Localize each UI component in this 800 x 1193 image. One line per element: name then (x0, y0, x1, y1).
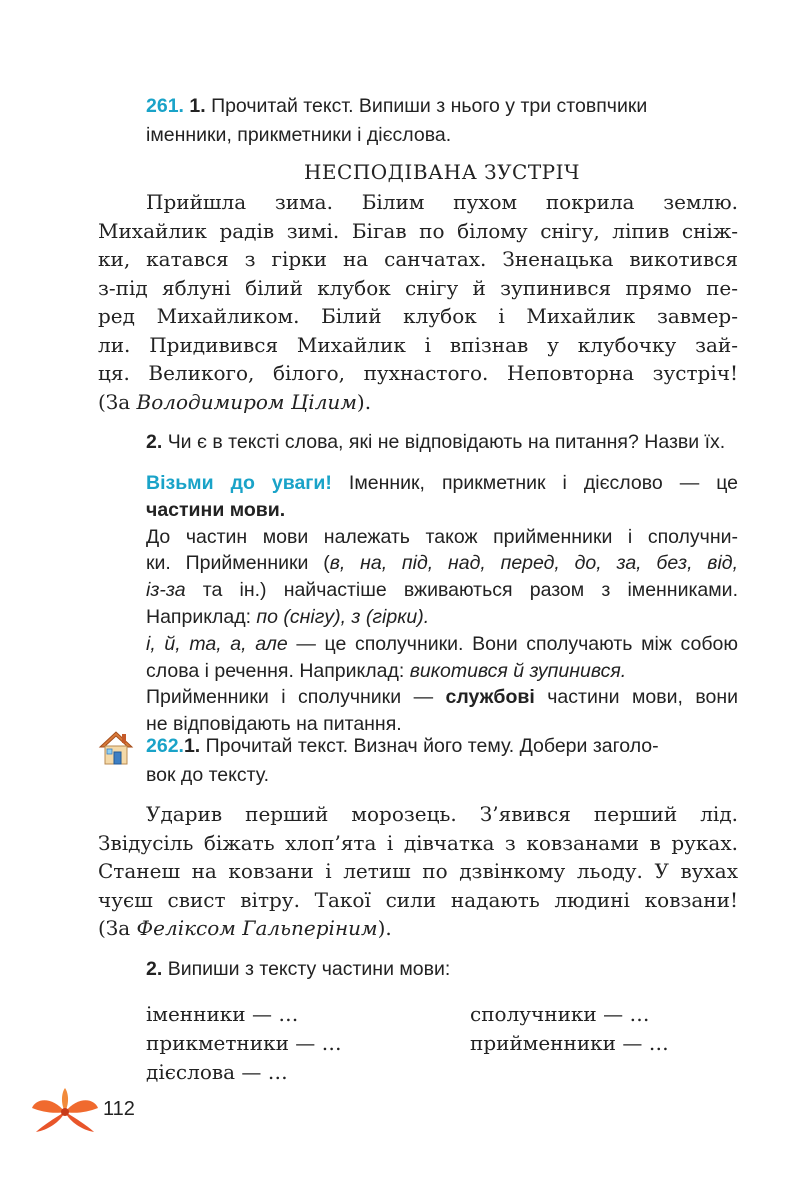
task-262-2 (146, 955, 738, 984)
story-line: Станеш на ковзани і летиш по дзвінкому льоду. У вухах (98, 859, 738, 883)
note-line (146, 470, 738, 497)
subtask-number: 2. (146, 431, 163, 453)
note-line (146, 631, 738, 658)
task-number: 262. (146, 735, 184, 757)
note-italic: і, й, та, а, але (146, 632, 288, 655)
subtask-number: 1. (189, 95, 206, 117)
note-line (146, 577, 738, 604)
story-line: Михайлик радів зимі. Бігав по білому снігу, ліпив сніж- (98, 218, 738, 243)
column-item: сполучники — … (470, 1002, 650, 1026)
story-line: ки, катався з гірки на санчатах. Зненацька викотився (98, 247, 738, 271)
subtask-number: 2. (146, 958, 163, 980)
note-italic: викотився й зупинився. (409, 659, 627, 682)
task-262 (146, 732, 738, 790)
note-line (146, 658, 738, 685)
story-line: Прийшла зима. Білим пухом покрила землю. (146, 190, 738, 214)
task-261-2 (146, 428, 738, 457)
note-text: — це сполучники. Вони сполучають між собою (287, 632, 738, 655)
source-prefix: (За (98, 916, 137, 940)
note-bold: службові (445, 686, 535, 709)
subtask-number: 1. (183, 735, 201, 757)
note-label: Візьми до уваги! (146, 472, 332, 494)
task-number: 261. (146, 95, 184, 117)
story-line: з-під яблуні білий клубок снігу й зупинився прямо пе- (98, 275, 738, 300)
note-text: слова і речення. Наприклад: (146, 659, 410, 682)
source-suffix: ). (377, 916, 392, 940)
page-number: 112 (103, 1098, 135, 1120)
source-suffix: ). (356, 389, 372, 414)
story-line: ред Михайликом. Білий клубок і Михайлик завмер- (98, 304, 738, 328)
story-1 (98, 188, 738, 416)
note-box (146, 470, 738, 738)
note-text: Іменник, прикметник і дієслово — це (331, 472, 739, 494)
task-261-line2: іменники, прикметники і дієслова. (146, 124, 452, 146)
home-icon (96, 727, 136, 767)
column-item: прикметники — … (146, 1031, 342, 1055)
story-line: ли. Придивився Михайлик і впізнав у клубочку зай- (98, 332, 738, 357)
note-line: До частин мови належать також прийменники і сполучни- (146, 525, 738, 548)
story-line: чуєш свист вітру. Такої сили надають людині ковзани! (98, 887, 738, 912)
column-item: іменники — … (146, 1002, 299, 1026)
note-line: частини мови. (146, 498, 286, 521)
story-line: ця. Великого, білого, пухнастого. Неповторна зустріч! (98, 361, 738, 385)
note-line (146, 684, 738, 711)
note-italic: із-за (146, 579, 186, 602)
task-261-line1 (146, 92, 738, 121)
task-261 (146, 92, 738, 150)
note-text: та ін.) найчастіше вживаються разом з іменниками. (185, 579, 738, 602)
column-item: прийменники — … (470, 1031, 669, 1055)
task-text: Прочитай текст. Визнач його тему. Добери заголо- (205, 735, 659, 757)
story-line: Звідусіль біжать хлоп’ята і дівчатка з ковзанами в руках. (98, 830, 738, 855)
task-text: Випиши з тексту частини мови: (167, 958, 451, 980)
left-column (146, 1000, 446, 1087)
story-source (98, 914, 738, 943)
story-title: НЕСПОДІВАНА ЗУСТРІЧ (303, 160, 580, 184)
story-line: Ударив перший морозець. З’явився перший лід. (146, 802, 738, 826)
note-line: не відповідають на питання. (146, 713, 402, 736)
source-prefix: (За (98, 389, 137, 414)
note-text: Прийменники і сполучники — (146, 686, 446, 709)
story-2 (98, 800, 738, 943)
column-item: дієслова — … (146, 1060, 288, 1084)
source-author: Феліксом Гальперіним (136, 916, 378, 940)
source-author: Володимиром Цілим (136, 389, 357, 414)
task-text: Чи є в тексті слова, які не відповідають на питання? Назви їх. (167, 431, 726, 453)
task-262-line1 (146, 732, 738, 761)
note-italic: по (снігу), з (гірки). (256, 605, 430, 628)
note-line (146, 604, 738, 631)
story-source (98, 388, 738, 417)
note-text: частини мови, вони (534, 686, 738, 709)
note-text: ки. Прийменники ( (146, 552, 330, 575)
leaf-decoration-icon (30, 1088, 100, 1134)
note-line (146, 550, 738, 577)
right-column (470, 1000, 740, 1058)
note-italic: в, на, під, над, перед, до, за, без, від, (329, 552, 739, 575)
note-text: Наприклад: (146, 605, 257, 628)
task-text: Прочитай текст. Випиши з нього у три стовпчики (211, 95, 648, 117)
task-262-line2: вок до тексту. (146, 764, 269, 786)
